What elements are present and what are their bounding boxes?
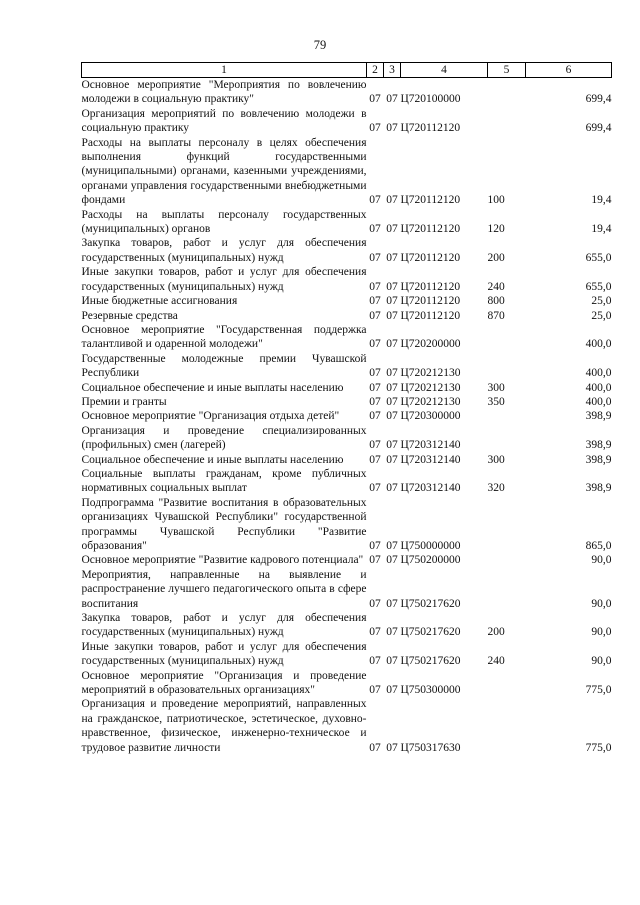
row-section: 07 [369,655,381,668]
row-section: 07 [369,482,381,495]
row-amount: 400,0 [585,367,612,380]
row-subsection: 07 [386,295,398,308]
row-name: Подпрограмма "Развитие воспитания в образовательных организациях Чувашской Республики" государственной программы Чувашской Республики "Развитие образования" [81,496,367,552]
row-subsection: 07 [386,93,398,106]
row-name: Иные закупки товаров, работ и услуг для обеспечения государственных (муниципальных) нужд [81,266,367,293]
table-row [82,669,612,698]
row-name: Расходы на выплаты персоналу в целях обеспечения выполнения функций государственными (муниципальными) органами, казенными учреждениями, органами управления государственными внебюджетными фондами [81,136,367,207]
row-subsection: 07 [386,655,398,668]
table-row [82,496,612,554]
table-row [82,236,612,265]
row-subsection: 07 [386,122,398,135]
row-name: Социальное обеспечение и иные выплаты населению [81,453,344,466]
table-row [82,352,612,381]
table-row [82,107,612,136]
row-amount: 699,4 [585,122,612,135]
budget-table [81,62,612,755]
row-expense-type: 200 [487,626,505,639]
row-name: Основное мероприятие "Государственная поддержка талантливой и одаренной молодежи" [81,323,367,351]
row-expense-type: 200 [487,251,505,264]
table-row [82,640,612,669]
row-subsection: 07 [386,684,398,697]
row-name: Организация и проведение мероприятий, направленных на гражданское, патриотическое, эстетическое, духовно-нравственное, физическое, инженерно-техническое и трудовое развитие личности [81,698,367,754]
row-subsection: 07 [386,482,398,495]
row-expense-type [488,352,526,381]
table-row [82,409,612,423]
row-subsection: 07 [386,554,398,567]
row-name: Организация мероприятий по вовлечению молодежи в социальную практику [81,107,367,135]
row-target-item: Ц720312140 [400,453,461,466]
row-target-item: Ц720112120 [400,223,461,236]
row-name: Мероприятия, направленные на выявление и распространение лучшего педагогического опыта в сфере воспитания [81,568,367,610]
row-amount: 699,4 [585,93,612,106]
row-expense-type: 800 [487,295,505,308]
row-name: Иные бюджетные ассигнования [81,295,238,308]
row-section: 07 [369,453,381,466]
table-row [82,453,612,467]
row-amount: 398,9 [585,482,612,495]
row-section: 07 [369,338,381,351]
row-target-item: Ц750217620 [400,626,461,639]
row-expense-type [488,697,526,755]
row-expense-type: 240 [487,280,505,293]
row-subsection: 07 [386,741,398,754]
row-name: Социальное обеспечение и иные выплаты населению [81,381,344,394]
row-subsection: 07 [386,194,398,207]
row-target-item: Ц720300000 [400,410,461,423]
row-expense-type: 870 [487,309,505,322]
row-expense-type: 120 [487,223,505,236]
table-row [82,395,612,409]
row-section: 07 [369,93,381,106]
row-section: 07 [369,251,381,264]
header-subsection: 3 [384,63,401,78]
table-row [82,424,612,453]
table-row [82,381,612,395]
row-subsection: 07 [386,223,398,236]
row-expense-type [488,107,526,136]
row-expense-type [488,553,526,567]
row-name: Расходы на выплаты персоналу государственных (муниципальных) органов [81,208,367,236]
row-target-item: Ц750217620 [400,655,461,668]
row-section: 07 [369,309,381,322]
row-expense-type: 300 [487,453,505,466]
table-row [82,697,612,755]
row-expense-type: 300 [487,381,505,394]
row-target-item: Ц720100000 [400,93,461,106]
page-number: 79 [313,38,327,52]
table-header-row [82,63,612,78]
row-target-item: Ц720112120 [400,194,461,207]
row-target-item: Ц720312140 [400,439,461,452]
row-section: 07 [369,367,381,380]
header-section: 2 [367,63,384,78]
row-expense-type [488,669,526,698]
row-target-item: Ц720112120 [400,309,461,322]
row-target-item: Ц720112120 [400,295,461,308]
table-row [82,294,612,308]
row-expense-type [488,496,526,554]
row-amount: 90,0 [591,554,612,567]
row-section: 07 [369,439,381,452]
row-target-item: Ц750317630 [400,741,461,754]
row-name: Организация и проведение специализированных (профильных) смен (лагерей) [81,424,367,452]
row-expense-type [488,323,526,352]
row-name: Иные закупки товаров, работ и услуг для обеспечения государственных (муниципальных) нужд [81,640,367,668]
row-section: 07 [369,554,381,567]
row-section: 07 [369,540,381,552]
table-row [82,467,612,496]
table-row [82,611,612,640]
header-name: 1 [82,63,367,78]
row-subsection: 07 [386,453,398,466]
header-expense-type: 5 [488,63,526,78]
row-amount: 775,0 [585,684,612,697]
row-expense-type [488,409,526,423]
row-section: 07 [369,295,381,308]
row-target-item: Ц720212130 [400,395,461,408]
row-section: 07 [369,395,381,408]
row-section: 07 [369,684,381,697]
row-amount: 25,0 [591,309,612,322]
row-section: 07 [369,194,381,207]
table-row [82,78,612,107]
header-amount: 6 [526,63,612,78]
row-name: Резервные средства [81,309,178,322]
row-expense-type: 320 [487,482,505,495]
row-amount: 655,0 [585,280,612,293]
row-amount: 400,0 [585,381,612,394]
row-name: Основное мероприятие "Организация и проведение мероприятий в образовательных организациях" [81,669,367,697]
row-subsection: 07 [386,395,398,408]
row-name: Основное мероприятие "Организация отдыха детей" [81,410,340,423]
row-subsection: 07 [386,338,398,351]
row-expense-type: 350 [487,395,505,408]
row-amount: 90,0 [591,655,612,668]
table-row [82,323,612,352]
row-section: 07 [369,381,381,394]
row-expense-type: 240 [487,655,505,668]
row-section: 07 [369,280,381,293]
row-subsection: 07 [386,280,398,293]
row-target-item: Ц720212130 [400,381,461,394]
row-section: 07 [369,626,381,639]
row-name: Закупка товаров, работ и услуг для обеспечения государственных (муниципальных) нужд [81,612,367,639]
row-name: Социальные выплаты гражданам, кроме публичных нормативных социальных выплат [81,467,367,495]
table-row [82,553,612,567]
row-section: 07 [369,741,381,754]
row-target-item: Ц720112120 [400,122,461,135]
row-expense-type [488,78,526,107]
row-subsection: 07 [386,410,398,423]
row-amount: 655,0 [585,251,612,264]
row-section: 07 [369,410,381,423]
row-amount: 19,4 [591,194,612,207]
table-row [82,136,612,208]
row-amount: 775,0 [585,741,612,754]
header-target-item: 4 [401,63,488,78]
row-amount: 398,9 [585,439,612,452]
row-amount: 400,0 [585,395,612,408]
table-row [82,568,612,611]
row-subsection: 07 [386,367,398,380]
table-row [82,265,612,294]
row-target-item: Ц720112120 [400,251,461,264]
row-name: Премии и гранты [81,395,167,408]
row-section: 07 [369,223,381,236]
row-target-item: Ц720312140 [400,482,461,495]
table-row [82,309,612,323]
row-target-item: Ц750000000 [400,540,461,552]
row-expense-type [488,568,526,611]
row-amount: 398,9 [585,410,612,423]
row-amount: 25,0 [591,295,612,308]
row-target-item: Ц720212130 [400,367,461,380]
row-name: Основное мероприятие "Мероприятия по вовлечению молодежи в социальную практику" [81,79,367,106]
row-name: Основное мероприятие "Развитие кадрового потенциала" [81,554,364,567]
row-target-item: Ц750300000 [400,684,461,697]
row-amount: 398,9 [585,453,612,466]
row-subsection: 07 [386,309,398,322]
row-name: Государственные молодежные премии Чувашской Республики [81,352,367,380]
row-subsection: 07 [386,626,398,639]
row-amount: 19,4 [591,223,612,236]
row-expense-type: 100 [487,194,505,207]
row-target-item: Ц720200000 [400,338,461,351]
row-target-item: Ц750200000 [400,554,461,567]
row-subsection: 07 [386,251,398,264]
row-amount: 865,0 [585,540,612,552]
row-section: 07 [369,597,381,610]
table-row [82,208,612,237]
row-subsection: 07 [386,597,398,610]
row-subsection: 07 [386,381,398,394]
row-subsection: 07 [386,439,398,452]
row-section: 07 [369,122,381,135]
row-target-item: Ц720112120 [400,280,461,293]
row-name: Закупка товаров, работ и услуг для обеспечения государственных (муниципальных) нужд [81,237,367,264]
row-amount: 90,0 [591,597,612,610]
row-amount: 90,0 [591,626,612,639]
row-subsection: 07 [386,540,398,552]
row-target-item: Ц750217620 [400,597,461,610]
row-amount: 400,0 [585,338,612,351]
row-expense-type [488,424,526,453]
